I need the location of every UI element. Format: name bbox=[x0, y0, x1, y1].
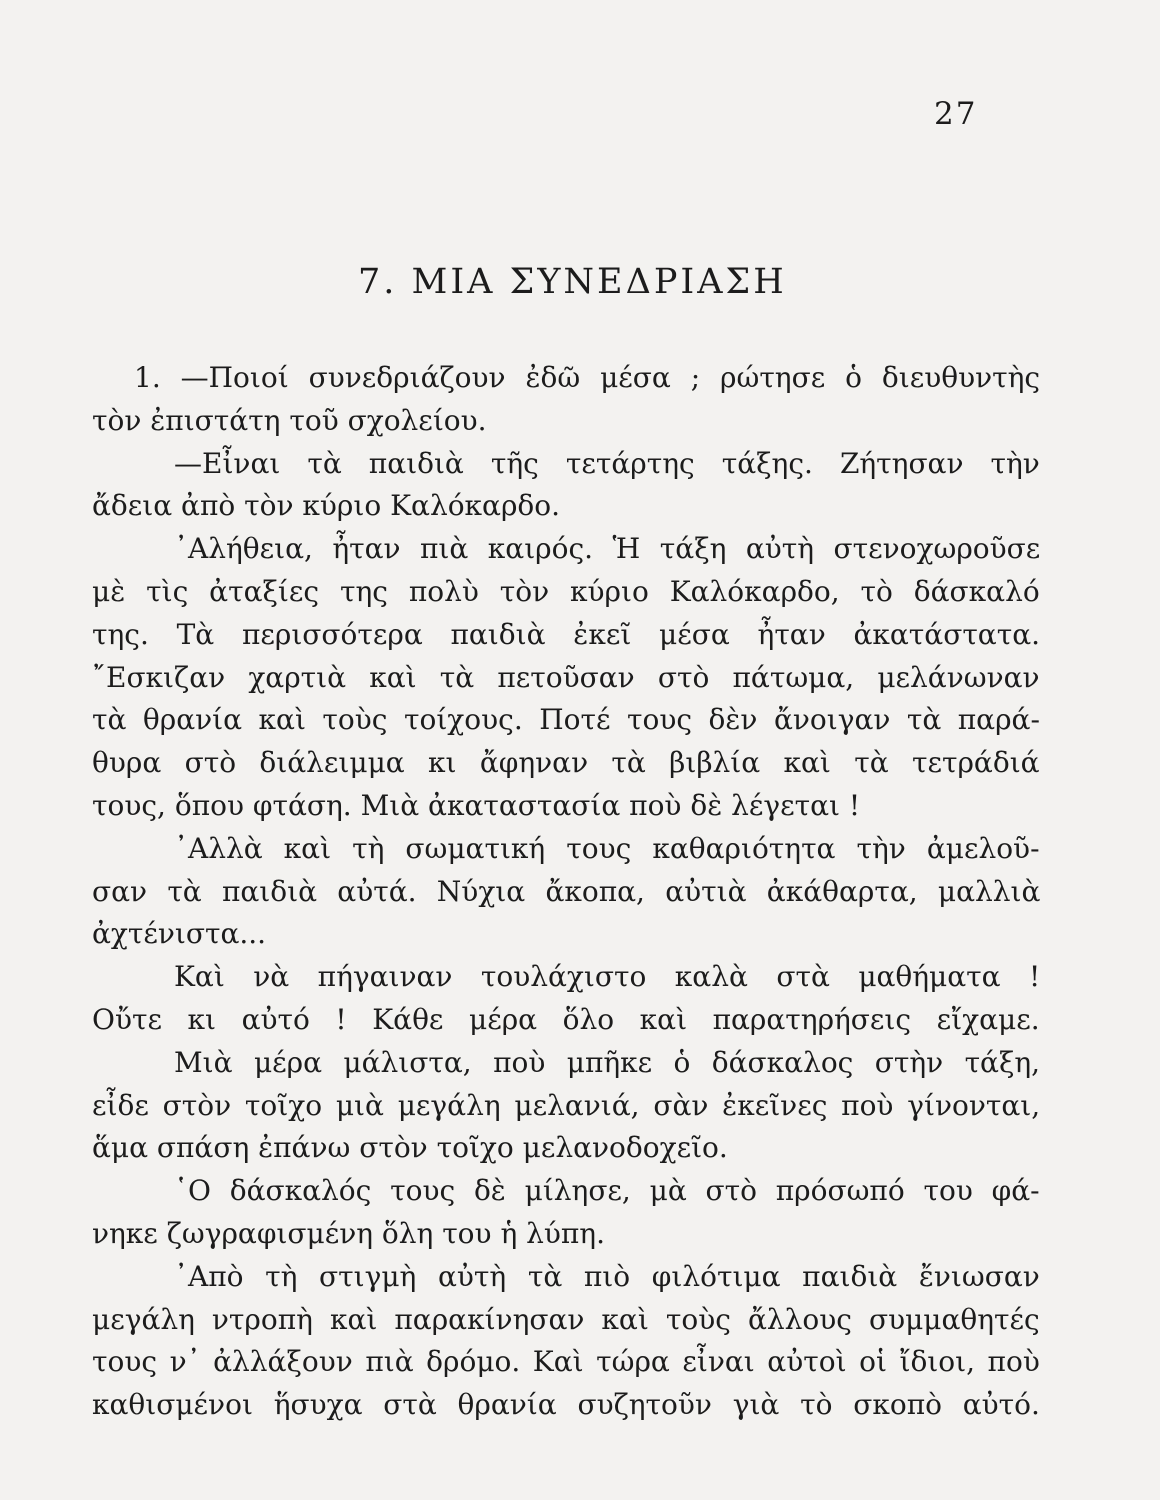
text-line: ἅμα σπάση ἐπάνω στὸν τοῖχο μελανοδοχεῖο. bbox=[92, 1131, 728, 1165]
text-line: ᾿Αλήθεια, ἦταν πιὰ καιρός. Ἡ τάξη αὐτὴ στενοχωροῦσε bbox=[174, 532, 1041, 566]
body-text bbox=[92, 357, 1042, 1427]
chapter-title: 7. ΜΙΑ ΣΥΝΕΔΡΙΑΣΗ bbox=[358, 262, 787, 302]
text-line: της. Τὰ περισσότερα παιδιὰ ἐκεῖ μέσα ἦταν ἀκατάστατα. bbox=[92, 617, 1041, 651]
text-line: μεγάλη ντροπὴ καὶ παρακίνησαν καὶ τοὺς ἄλλους συμμαθητές bbox=[92, 1302, 1040, 1336]
text-line: ᾿Αλλὰ καὶ τὴ σωματική τους καθαριότητα τὴν ἀμελοῦ- bbox=[174, 831, 1040, 865]
text-line: καθισμένοι ἥσυχα στὰ θρανία συζητοῦν γιὰ τὸ σκοπὸ αὐτό. bbox=[92, 1388, 1040, 1422]
text-line: ἄδεια ἀπὸ τὸν κύριο Καλόκαρδο. bbox=[92, 489, 561, 523]
text-line: μὲ τὶς ἀταξίες της πολὺ τὸν κύριο Καλόκαρδο, τὸ δάσκαλό bbox=[92, 574, 1040, 608]
text-line: ᾿Απὸ τὴ στιγμὴ αὐτὴ τὰ πιὸ φιλότιμα παιδιὰ ἔνιωσαν bbox=[174, 1259, 1040, 1293]
text-line: Καὶ νὰ πήγαιναν τουλάχιστο καλὰ στὰ μαθήματα ! bbox=[174, 960, 1041, 994]
text-line: ῎Εσκιζαν χαρτιὰ καὶ τὰ πετοῦσαν στὸ πάτωμα, μελάνωναν bbox=[92, 660, 1040, 694]
text-line: σαν τὰ παιδιὰ αὐτά. Νύχια ἄκοπα, αὐτιὰ ἀκάθαρτα, μαλλιὰ bbox=[92, 874, 1041, 908]
text-line: εἶδε στὸν τοῖχο μιὰ μεγάλη μελανιά, σὰν ἐκεῖνες ποὺ γίνονται, bbox=[92, 1088, 1041, 1122]
text-line: Μιὰ μέρα μάλιστα, ποὺ μπῆκε ὁ δάσκαλος στὴν τάξη, bbox=[174, 1045, 1041, 1079]
text-line: 1. —Ποιοί συνεδριάζουν ἐδῶ μέσα ; ρώτησε ὁ διευθυντὴς bbox=[134, 361, 1041, 394]
text-line: ῾Ο δάσκαλός τους δὲ μίλησε, μὰ στὸ πρόσωπό του φά- bbox=[174, 1174, 1040, 1208]
text-line: τους, ὅπου φτάση. Μιὰ ἀκαταστασία ποὺ δὲ λέγεται ! bbox=[92, 788, 861, 822]
text-line: νηκε ζωγραφισμένη ὅλη του ἡ λύπη. bbox=[92, 1216, 605, 1250]
text-line: τὰ θρανία καὶ τοὺς τοίχους. Ποτέ τους δὲν ἄνοιγαν τὰ παρά- bbox=[92, 703, 1040, 737]
text-line: ἀχτένιστα... bbox=[92, 917, 267, 951]
text-line: θυρα στὸ διάλειμμα κι ἄφηναν τὰ βιβλία καὶ τὰ τετράδιά bbox=[92, 746, 1040, 780]
text-line: —Εἶναι τὰ παιδιὰ τῆς τετάρτης τάξης. Ζήτησαν τὴν bbox=[174, 446, 1040, 480]
text-line: τους ν᾿ ἀλλάξουν πιὰ δρόμο. Καὶ τώρα εἶναι αὐτοὶ οἱ ἴδιοι, ποὺ bbox=[92, 1345, 1040, 1379]
text-line: Οὔτε κι αὐτό ! Κάθε μέρα ὅλο καὶ παρατηρήσεις εἴχαμε. bbox=[92, 1002, 1040, 1036]
text-line: τὸν ἐπιστάτη τοῦ σχολείου. bbox=[92, 403, 487, 437]
page-number: 27 bbox=[934, 96, 978, 132]
